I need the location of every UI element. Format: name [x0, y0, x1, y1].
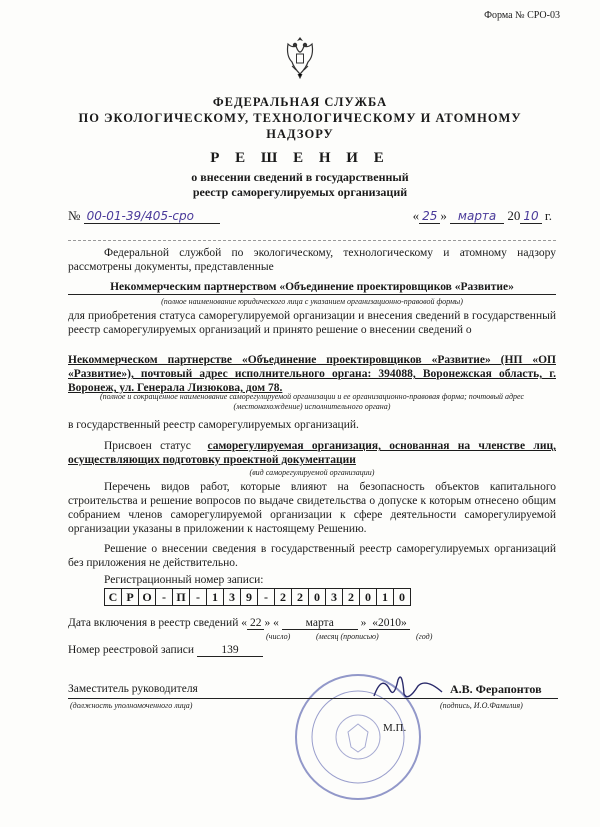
inclusion-label: Дата включения в реестр сведений	[68, 617, 239, 629]
caption-organization-1: (полное и сокращенное наименование саморегулируемой организации и ее организационно-правовая форма; почтовый адрес	[99, 392, 525, 401]
date-year-suffix: 10	[520, 209, 541, 224]
decision-number	[68, 208, 220, 224]
inclusion-q3: «	[273, 617, 279, 629]
reg-cell: 3	[326, 589, 343, 606]
caption-year: (год)	[416, 632, 433, 641]
date-quote-open: «	[412, 208, 420, 223]
reg-cell: 3	[224, 589, 241, 606]
signature-line	[68, 698, 558, 699]
reg-cell: 9	[241, 589, 258, 606]
reg-cell: -	[156, 589, 173, 606]
paragraph-purpose: для приобретения статуса саморегулируемой организации и внесения сведений в государственный реестр саморегулируемых организаций и принято решение о внесении сведений о	[68, 310, 556, 336]
paragraph-works: Перечень видов работ, которые влияют на безопасность объектов капитального строительства и решение вопросов по выдаче свидетельства о допуске к которым отнесено общим собранием членов саморегулируемой организации к сфере деятельности саморегулируемой организации указаны в приложении к настоящему Решению.	[68, 481, 556, 535]
reg-number-boxes	[104, 588, 411, 606]
caption-status: (вид саморегулируемой организации)	[249, 468, 375, 477]
reg-cell: 0	[394, 589, 411, 606]
caption-signature: (подпись, И.О.Фамилия)	[440, 701, 523, 710]
reg-number-label: Регистрационный номер записи:	[104, 574, 264, 586]
reg-cell: С	[105, 589, 122, 606]
date-month: марта	[450, 209, 504, 224]
reg-cell: 2	[275, 589, 292, 606]
date-year-end: г.	[544, 208, 552, 223]
date-day: 25	[419, 209, 440, 224]
handwritten-signature-icon	[368, 668, 448, 708]
paragraph-validity: Решение о внесении сведения в государственный реестр саморегулируемых организаций без приложения не действительно.	[68, 543, 556, 569]
decision-date	[413, 208, 552, 224]
agency-line-3: НАДЗОРУ	[266, 127, 334, 141]
inclusion-q2: »	[264, 617, 271, 629]
applicant-underline	[68, 294, 556, 295]
agency-line-1: ФЕДЕРАЛЬНАЯ СЛУЖБА	[212, 95, 388, 109]
form-number: Форма № СРО-03	[484, 10, 560, 21]
reg-cell: 2	[292, 589, 309, 606]
signer-position: Заместитель руководителя	[68, 683, 198, 695]
entry-label: Номер реестровой записи	[68, 644, 195, 656]
entry-value: 139	[197, 644, 263, 657]
agency-header	[0, 94, 600, 142]
caption-month: (месяц (прописью)	[316, 632, 379, 641]
caption-applicant: (полное наименование юридического лица с указанием организационно-правовой формы)	[161, 297, 463, 306]
signer-name: А.В. Ферапонтов	[450, 682, 542, 696]
reg-cell: Р	[122, 589, 139, 606]
inclusion-q1: «	[241, 617, 247, 629]
inclusion-q4: »	[360, 617, 367, 629]
reg-cell: 0	[360, 589, 377, 606]
organization-full-name: Некоммерческом партнерстве «Объединение проектировщиков «Развитие» (НП «ОП «Развитие»), почтовый адрес исполнительного органа: 394088, Воронежская область, г. Воронеж, ул. Генерала Лизюкова, дом 78.	[68, 354, 556, 394]
reg-cell: 1	[207, 589, 224, 606]
reg-cell: -	[258, 589, 275, 606]
date-year-prefix: 20	[507, 208, 521, 223]
separator	[68, 240, 556, 241]
entry-number	[68, 644, 263, 657]
inclusion-year: «2010»	[369, 617, 410, 630]
number-prefix: №	[68, 208, 81, 223]
number-value: 00-01-39/405-сро	[84, 209, 220, 224]
seal-place: М.П.	[383, 722, 407, 734]
decision-title: Р Е Ш Е Н И Е	[210, 150, 390, 166]
reg-cell: 1	[377, 589, 394, 606]
reg-cell: 2	[343, 589, 360, 606]
agency-line-2: ПО ЭКОЛОГИЧЕСКОМУ, ТЕХНОЛОГИЧЕСКОМУ И АТОМНОМУ	[78, 111, 522, 125]
subtitle-line-1: о внесении сведений в государственный	[191, 170, 409, 184]
caption-organization-2: (местонахождение) исполнительного органа)	[233, 402, 391, 411]
applicant-name: Некоммерческим партнерством «Объединение проектировщиков «Развитие»	[110, 281, 514, 293]
paragraph-status	[68, 439, 556, 467]
inclusion-date	[68, 617, 410, 630]
caption-position: (должность уполномоченного лица)	[70, 701, 193, 710]
status-prefix: Присвоен статус	[104, 440, 191, 452]
caption-day: (число)	[266, 632, 291, 641]
decision-subtitle	[0, 170, 600, 200]
reg-cell: 0	[309, 589, 326, 606]
reg-cell: П	[173, 589, 190, 606]
subtitle-line-2: реестр саморегулируемых организаций	[192, 185, 408, 199]
reg-cell: -	[190, 589, 207, 606]
inclusion-month: марта	[282, 617, 358, 630]
inclusion-day: 22	[247, 617, 265, 630]
paragraph-documents: Федеральной службой по экологическому, технологическому и атомному надзору рассмотрены документы, представленные	[68, 247, 556, 273]
status-value: саморегулируемая организация, основанная на членстве лиц, осуществляющих подготовку проектной документации	[68, 440, 556, 466]
paragraph-register: в государственный реестр саморегулируемых организаций.	[68, 419, 359, 431]
reg-cell: О	[139, 589, 156, 606]
coat-of-arms-icon	[284, 34, 316, 80]
date-quote-close: »	[440, 208, 447, 223]
